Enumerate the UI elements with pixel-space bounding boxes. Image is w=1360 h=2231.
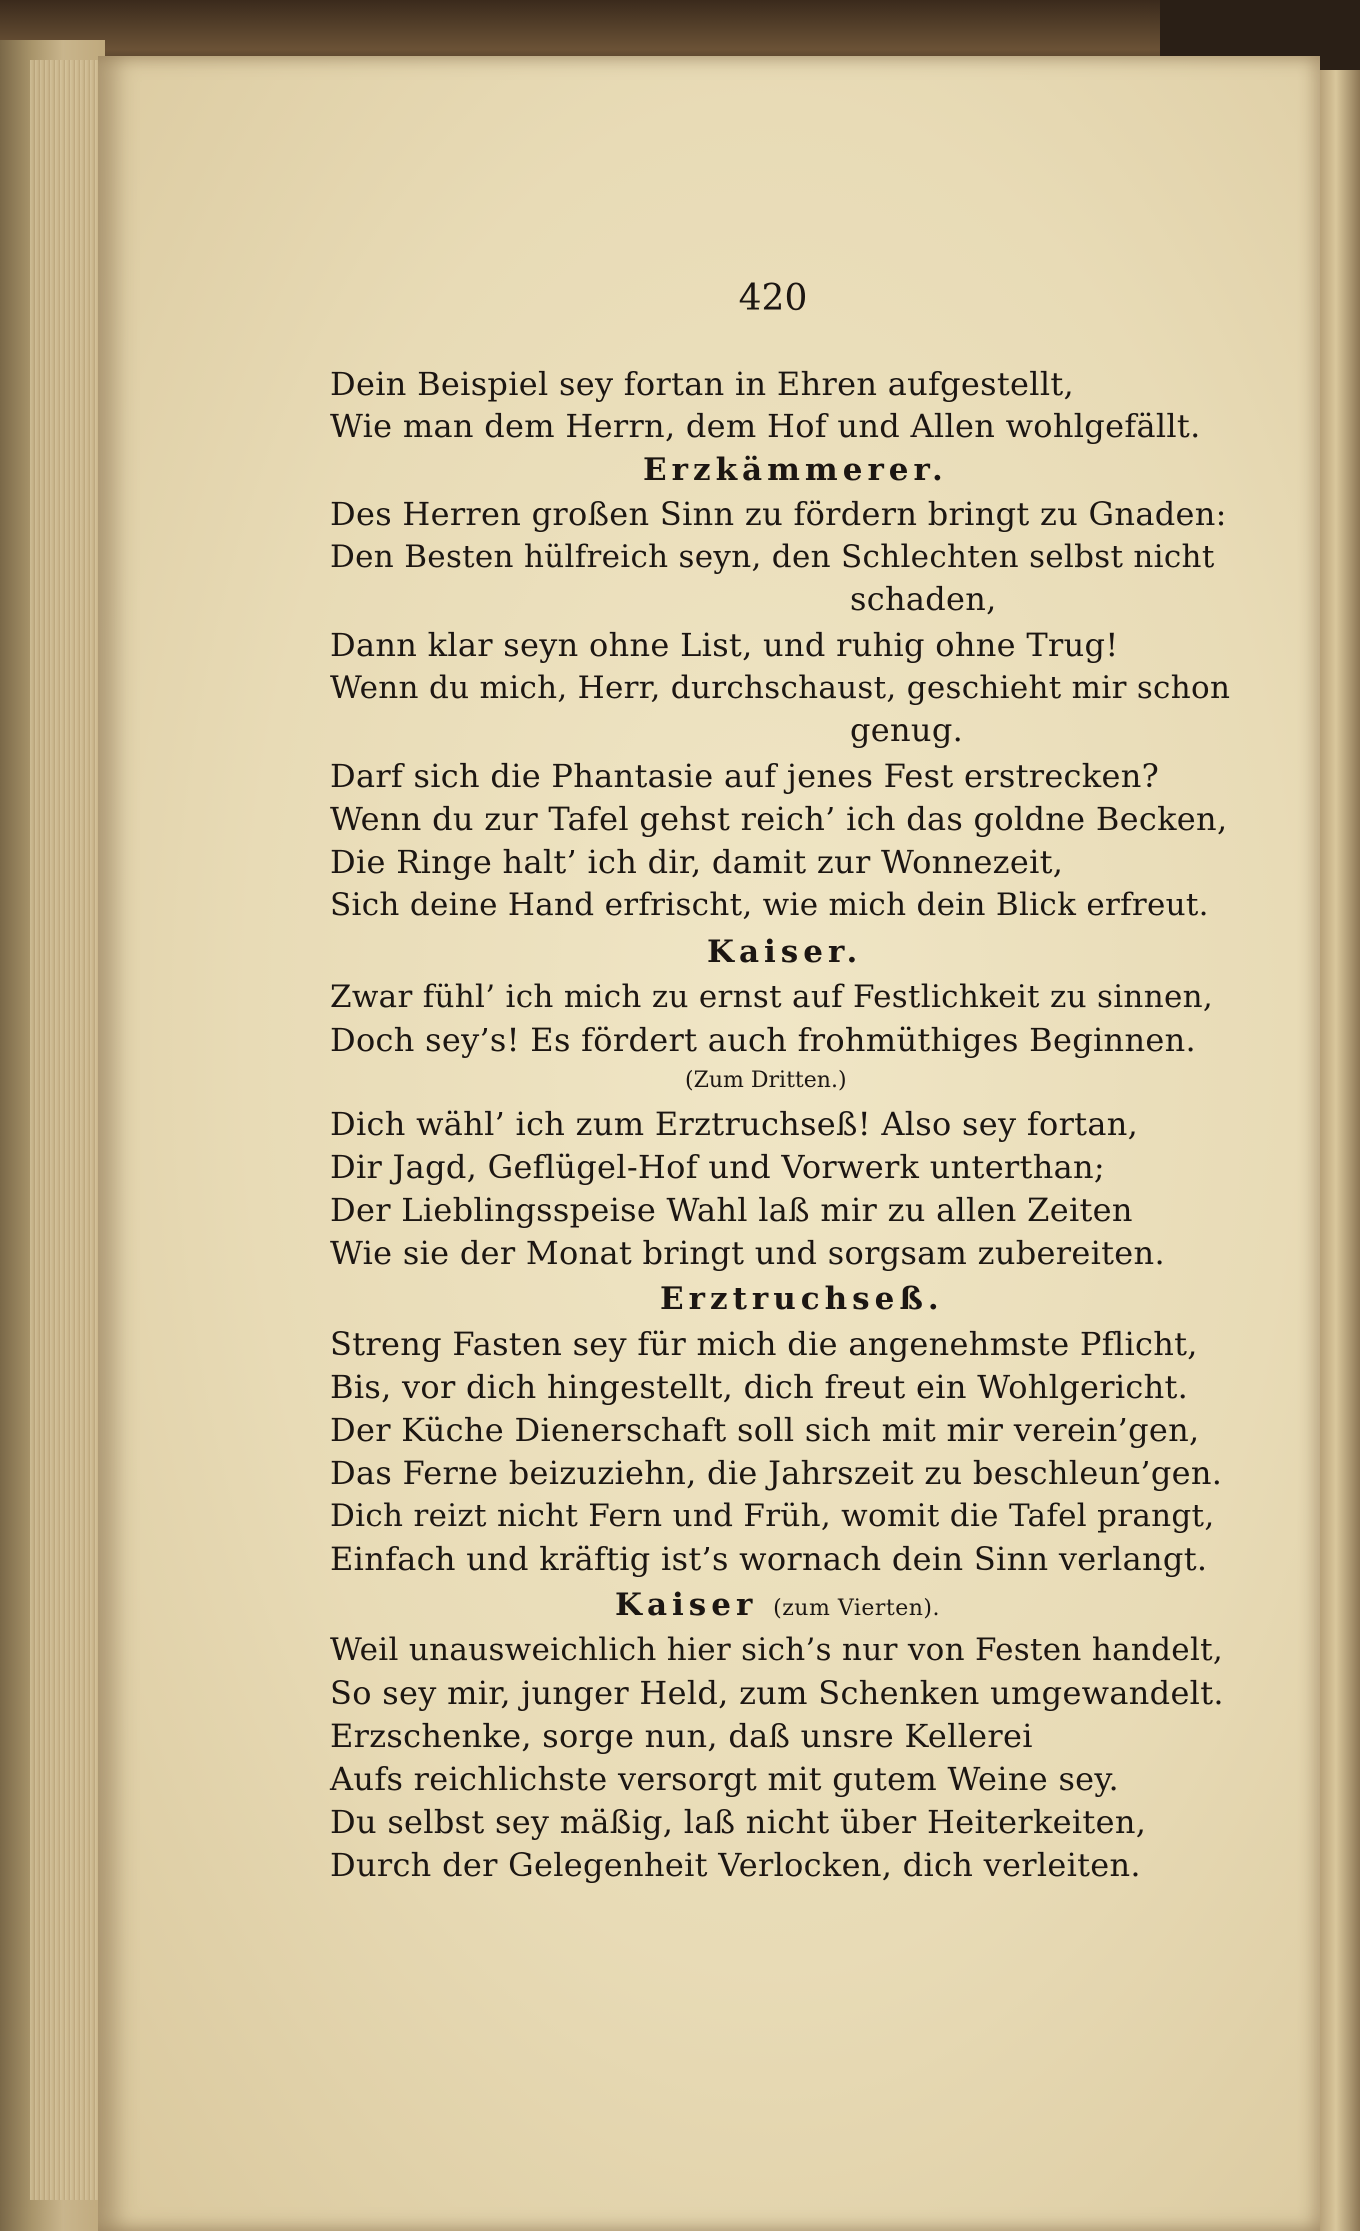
verse-line: Wenn du zur Tafel gehst reich’ ich das goldne Becken, [330,800,1228,838]
verse-line: Darf sich die Phantasie auf jenes Fest erstrecken? [330,757,1160,795]
verse-line: Dich reizt nicht Fern und Früh, womit die Tafel prangt, [330,1498,1215,1534]
verse-line: Dich wähl’ ich zum Erztruchseß! Also sey fortan, [330,1105,1139,1143]
speaker-heading: Erzkämmerer. [643,452,948,488]
verse-line: Erzschenke, sorge nun, daß unsre Kellerei [330,1717,1033,1755]
left-page-edges [30,60,105,2200]
stage-direction: (zum Vierten). [773,1596,941,1621]
verse-line: Der Lieblingsspeise Wahl laß mir zu allen Zeiten [330,1191,1133,1229]
verse-line: Bis, vor dich hingestellt, dich freut ein Wohlgericht. [330,1368,1189,1406]
verse-line-continuation: genug. [850,711,964,749]
right-page-edge [1320,70,1360,2231]
stage-direction: (Zum Dritten.) [685,1068,847,1093]
verse-line: Einfach und kräftig ist’s wornach dein Sinn verlangt. [330,1540,1208,1578]
verse-line: Die Ringe halt’ ich dir, damit zur Wonnezeit, [330,843,1064,881]
verse-line: Doch sey’s! Es fördert auch frohmüthiges Beginnen. [330,1021,1196,1059]
verse-line: Sich deine Hand erfrischt, wie mich dein Blick erfreut. [330,887,1209,923]
verse-line: Wenn du mich, Herr, durchschaust, geschieht mir schon [330,670,1231,706]
speaker-heading [615,1585,940,1629]
speaker-name: Kaiser [615,1587,758,1623]
verse-line: Der Küche Dienerschaft soll sich mit mir verein’gen, [330,1411,1200,1449]
page-number: 420 [738,278,808,319]
verse-line: Das Ferne beizuziehn, die Jahrszeit zu beschleun’gen. [330,1454,1223,1492]
verse-line: Den Besten hülfreich seyn, den Schlechten selbst nicht [330,539,1215,575]
speaker-heading: Kaiser. [707,934,863,970]
verse-line: Dein Beispiel sey fortan in Ehren aufgestellt, [330,365,1074,403]
verse-line: Aufs reichlichste versorgt mit gutem Weine sey. [330,1760,1120,1798]
verse-line: Streng Fasten sey für mich die angenehmste Pflicht, [330,1325,1198,1363]
verse-line: Dann klar seyn ohne List, und ruhig ohne Trug! [330,626,1119,664]
verse-line: Weil unausweichlich hier sich’s nur von Festen handelt, [330,1632,1224,1668]
verse-line: Wie sie der Monat bringt und sorgsam zubereiten. [330,1234,1165,1272]
verse-line: Wie man dem Herrn, dem Hof und Allen wohlgefällt. [330,407,1201,445]
speaker-heading: Erztruchseß. [660,1281,944,1317]
verse-line: Dir Jagd, Geflügel-Hof und Vorwerk unterthan; [330,1148,1105,1186]
verse-line: Durch der Gelegenheit Verlocken, dich verleiten. [330,1846,1141,1884]
verse-line: Des Herren großen Sinn zu fördern bringt zu Gnaden: [330,495,1227,533]
verse-line: Du selbst sey mäßig, laß nicht über Heiterkeiten, [330,1803,1147,1841]
verse-line-continuation: schaden, [850,580,997,618]
verse-line: Zwar fühl’ ich mich zu ernst auf Festlichkeit zu sinnen, [330,979,1214,1015]
verse-line: So sey mir, junger Held, zum Schenken umgewandelt. [330,1674,1224,1712]
